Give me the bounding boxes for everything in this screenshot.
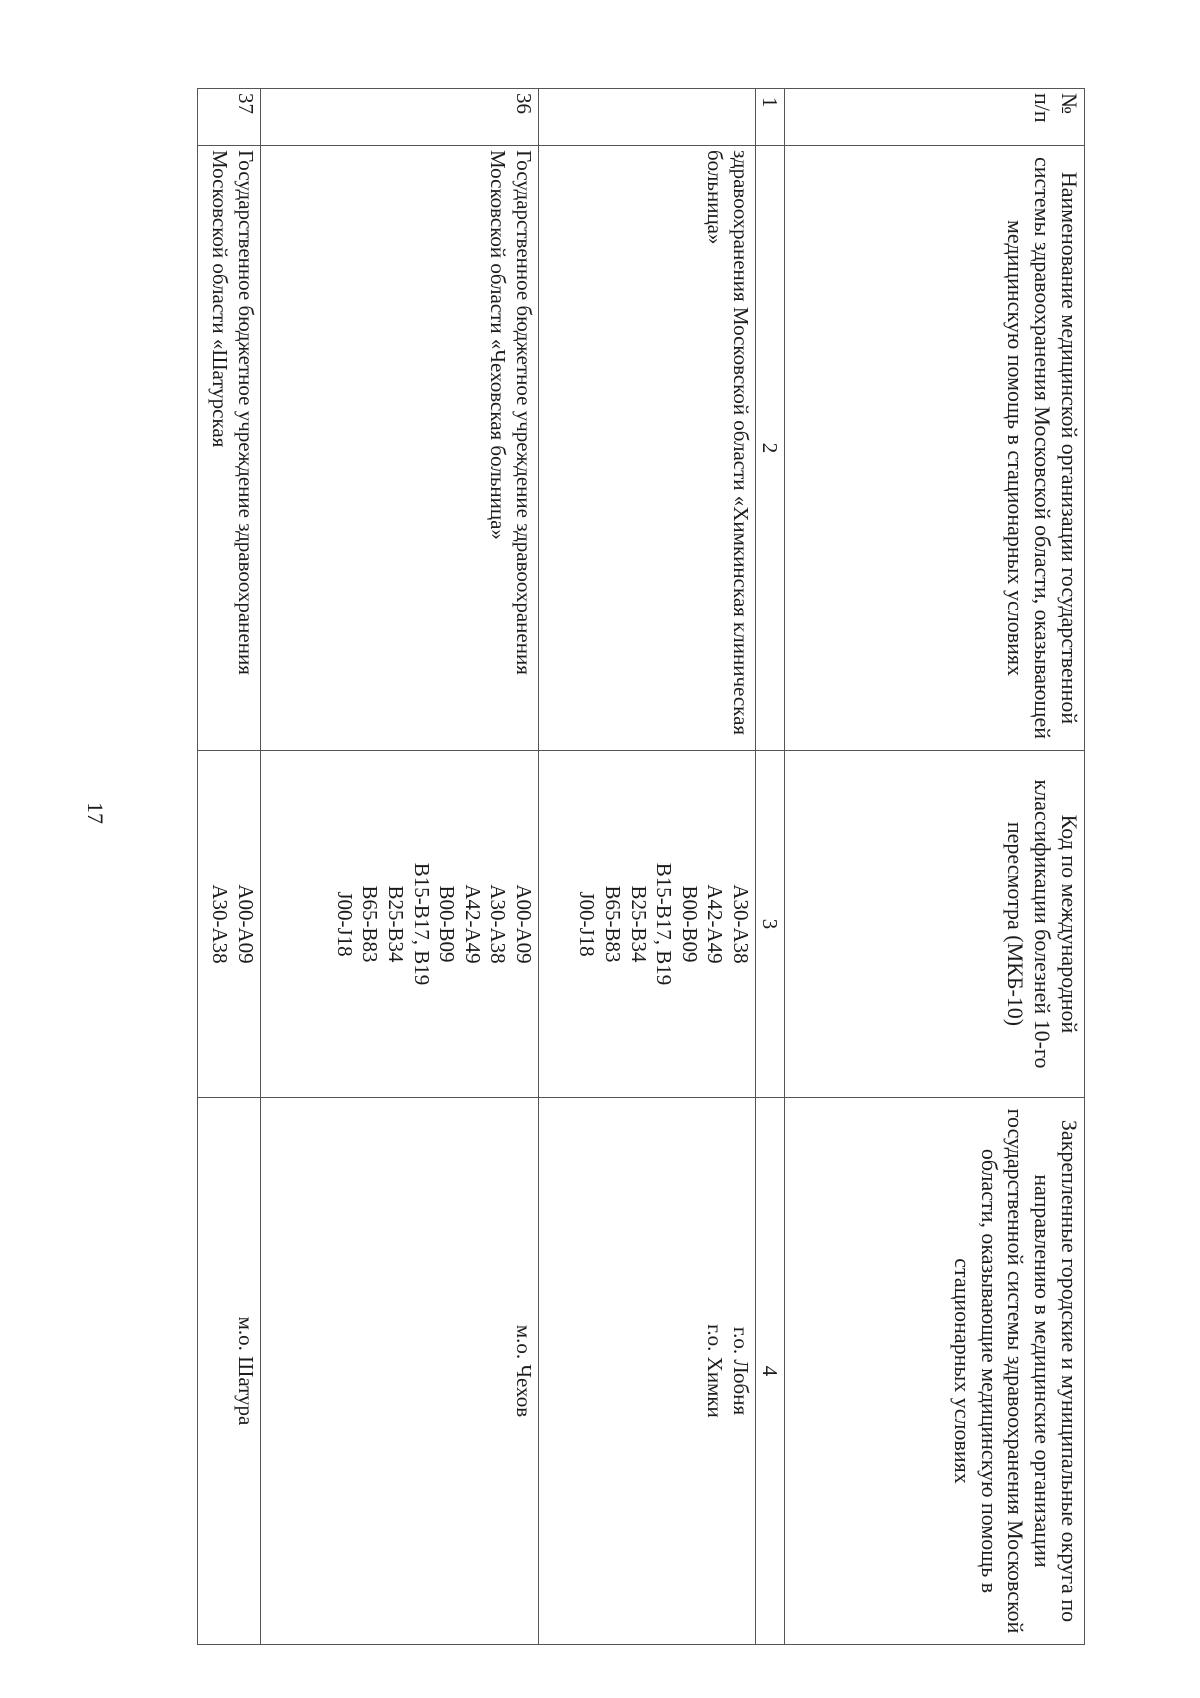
territory: г.о. Химки — [703, 1324, 728, 1418]
table-row — [261, 89, 539, 1645]
header-number-line: п/п — [1030, 93, 1056, 123]
icd-codes — [198, 751, 261, 1098]
page-number: 17 — [83, 802, 108, 824]
header-number — [785, 89, 1085, 146]
hospital-assignment-table — [197, 88, 1085, 1645]
icd-code: J00-J18 — [575, 891, 600, 957]
header-territories: Закрепленные городские и муниципальные округа по направлению в медицинские организации государственной системы здравоохранения Московской области, оказывающие медицинскую помощь в стационарных условиях — [785, 1098, 1085, 1645]
icd-code: B65-B83 — [600, 885, 625, 963]
organization-name: Государственное бюджетное учреждение здравоохранения Московской области «Шатурская — [198, 146, 261, 751]
territories — [198, 1098, 261, 1645]
territories — [261, 1098, 539, 1645]
icd-code: A42-A49 — [460, 884, 485, 964]
header-icd-code: Код по международной классификации болезней 10-го пересмотра (МКБ-10) — [785, 751, 1085, 1098]
header-organization-name: Наименование медицинской организации государственной системы здравоохранения Московской области, оказывающей медицинскую помощь в стационарных условиях — [785, 146, 1085, 751]
icd-code: B15-B17, B19 — [652, 862, 677, 986]
organization-name: здравоохранения Московской области «Химкинская клиническая больница» — [539, 146, 756, 751]
territory: г.о. Лобня — [729, 1326, 753, 1416]
document-table-container — [197, 88, 1085, 1645]
column-number: 3 — [756, 751, 785, 1098]
icd-code: B25-B34 — [383, 885, 408, 963]
icd-code: B15-B17, B19 — [409, 862, 434, 986]
table-row — [198, 89, 261, 1645]
column-number: 2 — [756, 146, 785, 751]
header-number-line: № — [1057, 93, 1082, 114]
row-number: 36 — [261, 89, 539, 146]
organization-name: Государственное бюджетное учреждение здравоохранения Московской области «Чеховская больница» — [261, 146, 539, 751]
icd-code: B65-B83 — [358, 885, 383, 963]
territories — [539, 1098, 756, 1645]
icd-code: B00-B09 — [435, 885, 460, 963]
icd-code: J00-J18 — [332, 891, 357, 957]
column-number: 4 — [756, 1098, 785, 1645]
row-number: 37 — [198, 89, 261, 146]
icd-code: A30-A38 — [729, 884, 753, 964]
table-header-row — [785, 89, 1085, 1645]
icd-codes — [261, 751, 539, 1098]
column-number: 1 — [756, 89, 785, 146]
icd-code: A42-A49 — [703, 884, 728, 964]
territory: м.о. Чехов — [512, 1324, 536, 1418]
icd-code: A30-A38 — [208, 884, 233, 964]
icd-code: B00-B09 — [677, 885, 702, 963]
territory: м.о. Шатура — [234, 1316, 258, 1426]
icd-codes — [539, 751, 756, 1098]
table-row — [539, 89, 756, 1645]
icd-code: A00-A09 — [234, 884, 258, 964]
icd-code: A30-A38 — [486, 884, 511, 964]
icd-code: B25-B34 — [626, 885, 651, 963]
column-number-row — [756, 89, 785, 1645]
icd-code: A00-A09 — [512, 884, 536, 964]
row-number — [539, 89, 756, 146]
